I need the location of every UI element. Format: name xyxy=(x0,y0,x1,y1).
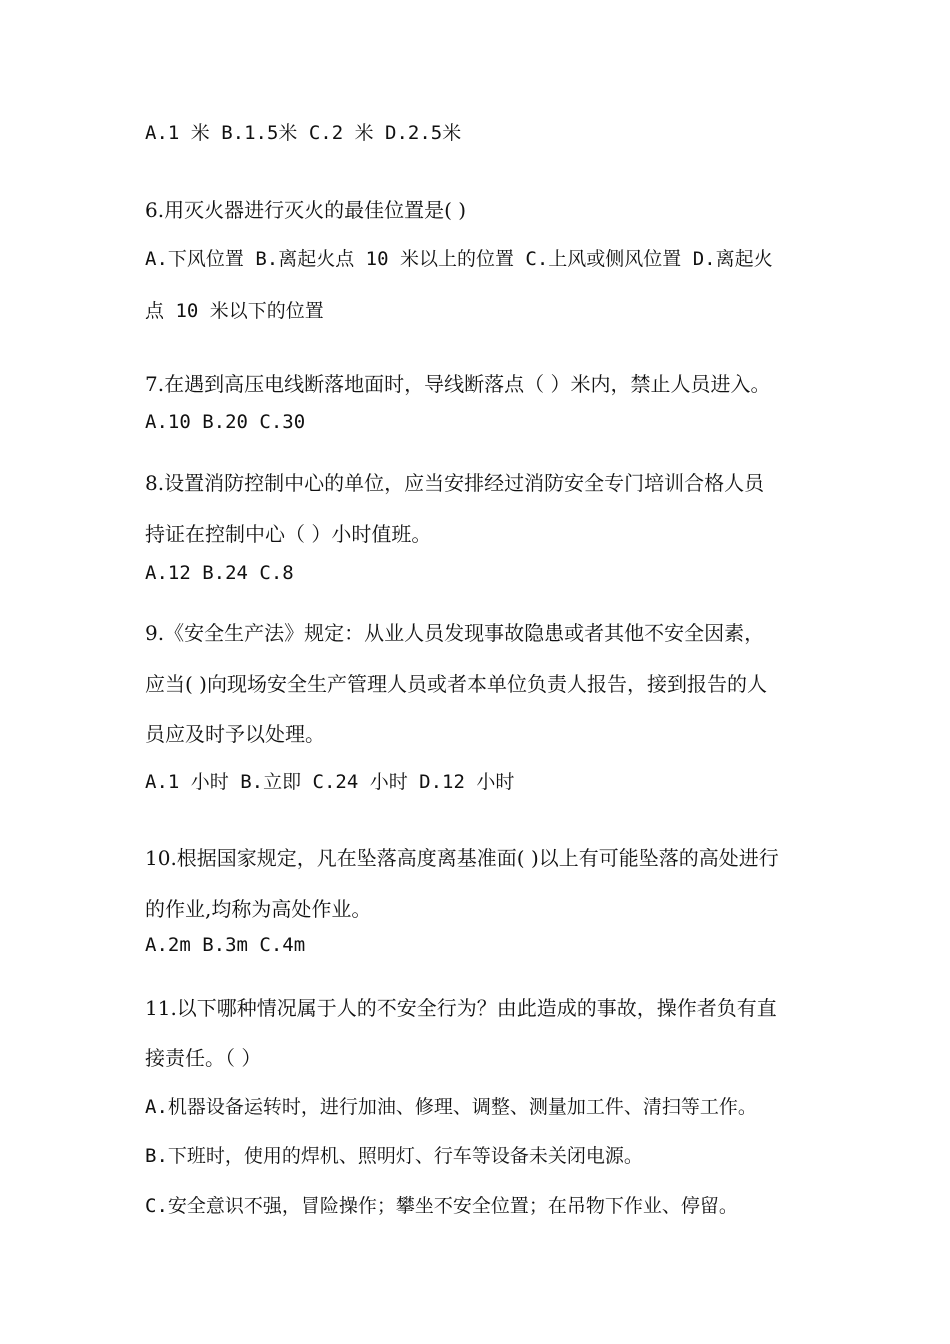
q10-stem-line1: 10.根据国家规定，凡在坠落高度离基准面( )以上有可能坠落的高处进行 xyxy=(145,846,779,870)
q11-option-b: B.下班时，使用的焊机、照明灯、行车等设备未关闭电源。 xyxy=(145,1145,643,1167)
q7-options: A.10 B.20 C.30 xyxy=(145,411,306,433)
q11-stem-line1: 11.以下哪种情况属于人的不安全行为？由此造成的事故，操作者负有直 xyxy=(145,996,777,1020)
q11-stem-line2: 接责任。（ ） xyxy=(145,1046,262,1070)
q11-option-c: C.安全意识不强，冒险操作；攀坐不安全位置；在吊物下作业、停留。 xyxy=(145,1195,738,1217)
q7-stem: 7.在遇到高压电线断落地面时，导线断落点（ ）米内，禁止人员进入。 xyxy=(145,372,771,396)
q9-stem-line1: 9.《安全生产法》规定：从业人员发现事故隐患或者其他不安全因素， xyxy=(145,621,765,645)
q8-stem-line1: 8.设置消防控制中心的单位，应当安排经过消防安全专门培训合格人员 xyxy=(145,471,765,495)
q11-option-a: A.机器设备运转时，进行加油、修理、调整、测量加工件、清扫等工作。 xyxy=(145,1096,757,1118)
q6-options-line1: A.下风位置 B.离起火点 10 米以上的位置 C.上风或侧风位置 D.离起火 xyxy=(145,248,773,270)
q10-stem-line2: 的作业,均称为高处作业。 xyxy=(145,897,372,921)
q6-stem: 6.用灭火器进行灭火的最佳位置是( ) xyxy=(145,198,467,222)
q6-options-line2: 点 10 米以下的位置 xyxy=(145,300,324,322)
q9-stem-line3: 员应及时予以处理。 xyxy=(145,722,325,746)
q8-options: A.12 B.24 C.8 xyxy=(145,562,294,584)
q5-options: A.1 米 B.1.5米 C.2 米 D.2.5米 xyxy=(145,122,462,144)
q9-options: A.1 小时 B.立即 C.24 小时 D.12 小时 xyxy=(145,771,515,793)
q8-stem-line2: 持证在控制中心（ ）小时值班。 xyxy=(145,522,432,546)
q9-stem-line2: 应当( )向现场安全生产管理人员或者本单位负责人报告，接到报告的人 xyxy=(145,672,767,696)
q10-options: A.2m B.3m C.4m xyxy=(145,934,306,956)
